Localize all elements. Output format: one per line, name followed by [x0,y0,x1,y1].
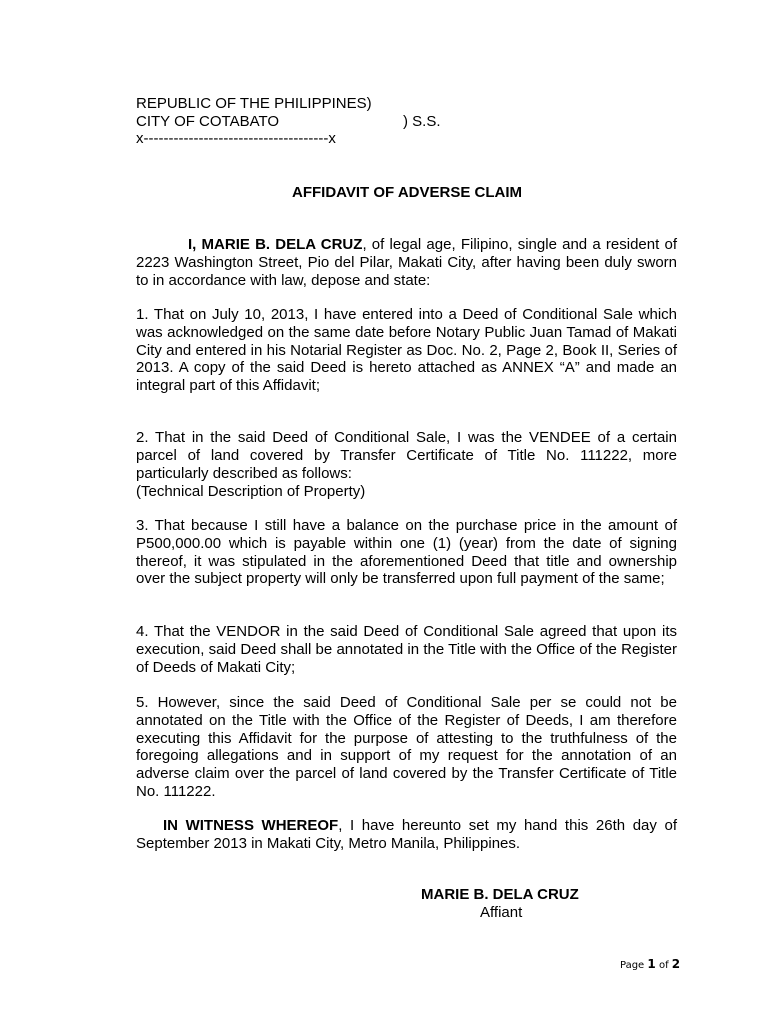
paragraph-5: 5. However, since the said Deed of Conditional Sale per se could not be annotated on the Title with the Office of the Register of Deeds, I am therefore executing this Affidavit for the purpose of attesting to the truthfulness of the foregoing allegations and in support of my request for the annotation of an adverse claim over the parcel of land covered by the Transfer Certificate of Title No. 111222. [136,694,677,800]
signature-name: MARIE B. DELA CRUZ [421,886,579,903]
witness-text: , I have hereunto set my hand this 26th day of September 2013 in Makati City, Metro Manila, Philippines. [136,817,677,852]
affiant-name-inline: I, MARIE B. DELA CRUZ [188,236,363,253]
intro-text: , of legal age, Filipino, single and a resident of 2223 Washington Street, Pio del Pilar, Makati City, after having been duly sworn to in accordance with law, depose and state: [136,236,677,289]
page-total: 2 [671,957,681,971]
header-republic: REPUBLIC OF THE PHILIPPINES) [136,95,372,112]
paragraph-3: 3. That because I still have a balance on the purchase price in the amount of P500,000.00 which is payable within one (1) (year) from the date of signing thereof, it was stipulated in the aforementioned Deed that title and ownership over the subject property will only be transferred upon full payment of the same; [136,517,677,588]
page-number [620,957,680,973]
of-label: of [658,960,669,971]
header-ss: ) S.S. [403,113,441,130]
signature-role: Affiant [480,904,523,921]
header-separator: x-------------------------------------x [136,130,336,147]
page-label: Page [620,960,645,971]
paragraph-1: 1. That on July 10, 2013, I have entered into a Deed of Conditional Sale which was acknowledged on the same date before Notary Public Juan Tamad of Makati City and entered in his Notarial Register as Doc. No. 2, Page 2, Book II, Series of 2013. A copy of the said Deed is hereto attached as ANNEX “A” and made an integral part of this Affidavit; [136,306,677,395]
paragraph-2: 2. That in the said Deed of Conditional Sale, I was the VENDEE of a certain parcel of land covered by Transfer Certificate of Title No. 111222, more particularly described as follows: [136,429,677,482]
witness-paragraph [136,817,677,853]
intro-paragraph [136,236,677,289]
document-title: AFFIDAVIT OF ADVERSE CLAIM [292,184,522,201]
page-current: 1 [647,957,656,971]
witness-heading: IN WITNESS WHEREOF [163,817,339,834]
paragraph-4: 4. That the VENDOR in the said Deed of Conditional Sale agreed that upon its execution, said Deed shall be annotated in the Title with the Office of the Register of Deeds of Makati City; [136,623,677,676]
header-city: CITY OF COTABATO [136,113,280,130]
paragraph-2-technical-description: (Technical Description of Property) [136,483,366,500]
